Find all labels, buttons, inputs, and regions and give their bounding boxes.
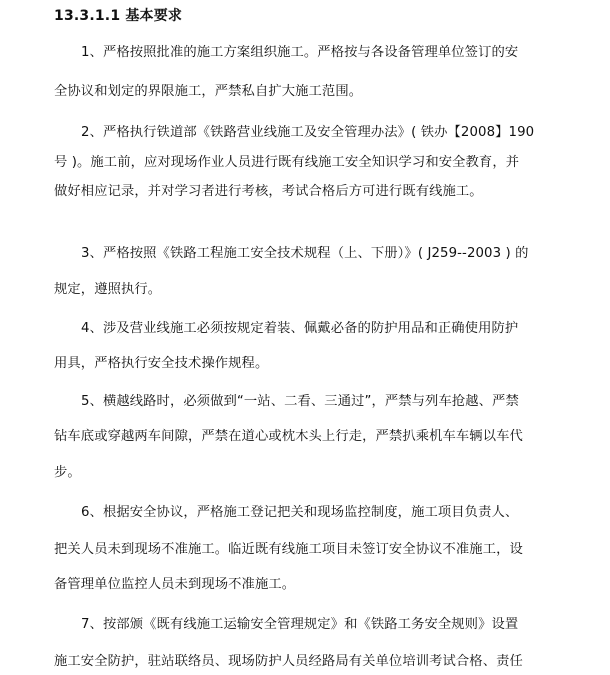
paragraph-5-line-2: 钻车底或穿越两车间隙，严禁在道心或枕木头上行走，严禁扒乘机车车辆以车代 [54, 429, 523, 444]
section-heading: 13.3.1.1 基本要求 [54, 8, 183, 24]
paragraph-1-line-2: 全协议和划定的界限施工，严禁私自扩大施工范围。 [54, 84, 363, 99]
paragraph-5-line-1: 5、横越线路时，必须做到“一站、二看、三通过”，严禁与列车抢越、严禁 [81, 394, 519, 409]
paragraph-3-line-2: 规定，遵照执行。 [54, 282, 162, 297]
paragraph-1-line-1: 1、严格按照批准的施工方案组织施工。严格按与各设备管理单位签订的安 [81, 45, 519, 60]
paragraph-6-line-3: 备管理单位监控人员未到现场不准施工。 [54, 577, 296, 592]
paragraph-4-line-2: 用具，严格执行安全技术操作规程。 [54, 356, 269, 371]
paragraph-3-line-1: 3、严格按照《铁路工程施工安全技术规程（上、下册）》( J259--2003 ) 的 [81, 246, 529, 261]
paragraph-5-line-3: 步。 [54, 465, 81, 480]
paragraph-2-line-3: 做好相应记录，并对学习者进行考核，考试合格后方可进行既有线施工。 [54, 184, 483, 199]
paragraph-2-line-1: 2、严格执行铁道部《铁路营业线施工及安全管理办法》( 铁办【2008】190 [81, 125, 535, 140]
paragraph-4-line-1: 4、涉及营业线施工必须按规定着装、佩戴必备的防护用品和正确使用防护 [81, 321, 519, 336]
paragraph-2-line-2: 号 )。施工前，应对现场作业人员进行既有线施工安全知识学习和安全教育，并 [54, 155, 520, 170]
paragraph-6-line-1: 6、根据安全协议，严格施工登记把关和现场监控制度，施工项目负责人、 [81, 505, 519, 520]
paragraph-6-line-2: 把关人员未到现场不准施工。临近既有线施工项目未签订安全协议不准施工，设 [54, 542, 523, 557]
paragraph-7-line-1: 7、按部颁《既有线施工运输安全管理规定》和《铁路工务安全规则》设置 [81, 617, 519, 632]
paragraph-7-line-2: 施工安全防护，驻站联络员、现场防护人员经路局有关单位培训考试合格、责任 [54, 654, 523, 669]
